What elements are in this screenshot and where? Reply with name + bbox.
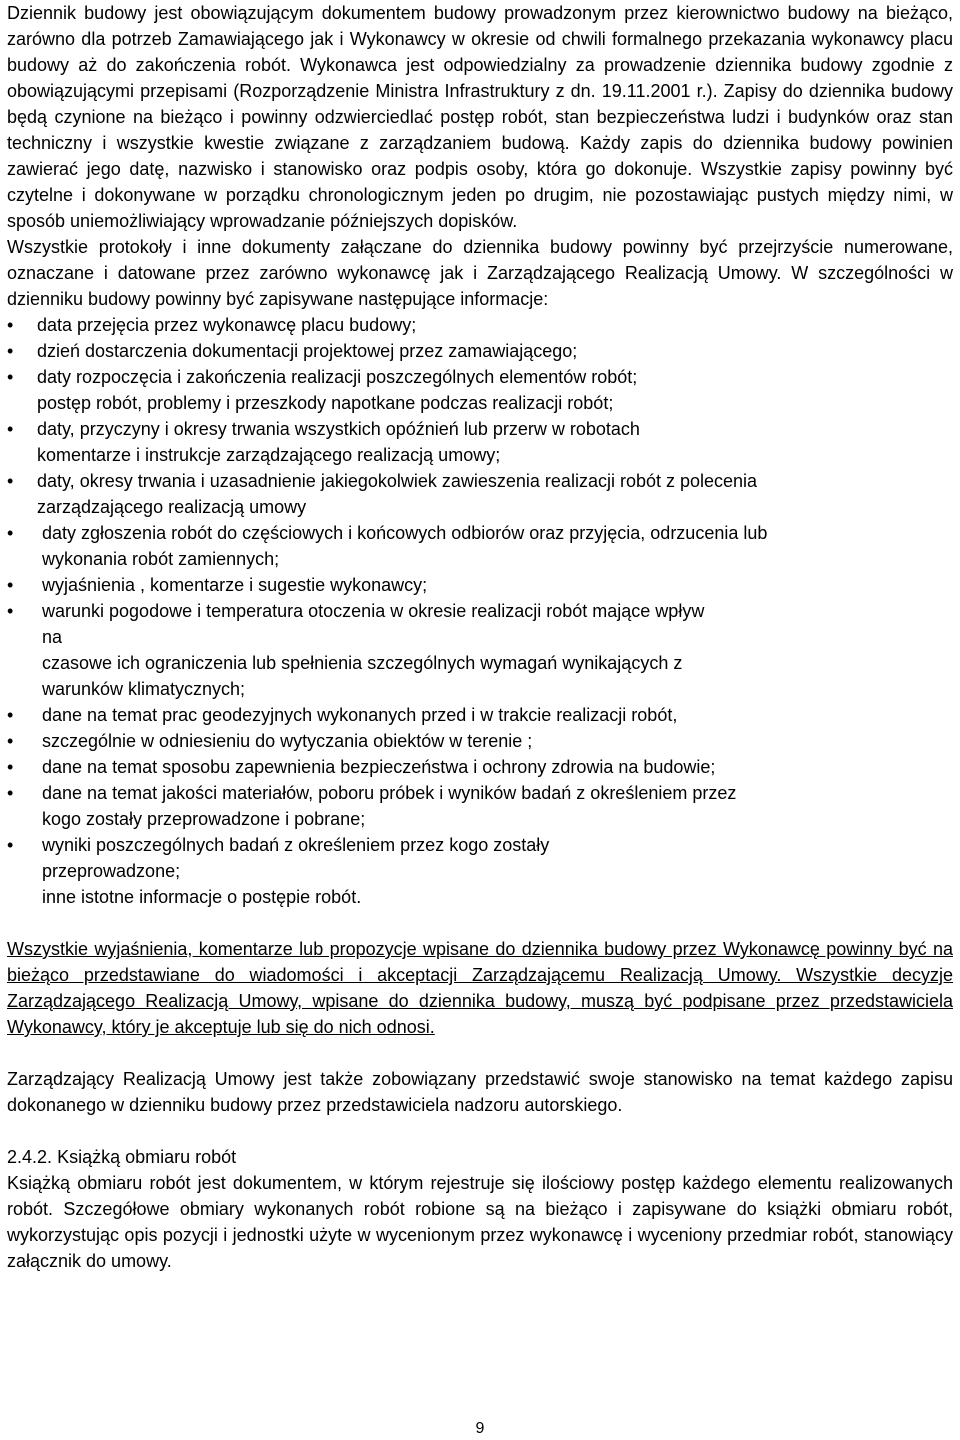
list-item [7, 416, 953, 468]
list-item-text: szczególnie w odniesieniu do wytyczania obiektów w terenie ; [42, 731, 533, 751]
list-item [7, 572, 953, 598]
protocols-paragraph: Wszystkie protokoły i inne dokumenty załączane do dziennika budowy powinny być przejrzyście numerowane, oznaczane i datowane przez zarówno wykonawcę jak i Zarządzającego Realizacją Umowy. W szczególności w dzienniku budowy powinny być zapisywane następujące informacje: [7, 237, 953, 309]
bullet-icon: • [7, 731, 14, 751]
list-item-continuation: zarządzającego realizacją umowy [37, 497, 307, 517]
section-heading [7, 1144, 953, 1170]
bullet-icon: • [7, 705, 14, 725]
list-item-text: wyjaśnienia , komentarze i sugestie wykonawcy; [42, 575, 428, 595]
list-item-text: data przejęcia przez wykonawcę placu budowy; [37, 315, 417, 335]
bullet-icon: • [7, 575, 14, 595]
list-item [7, 364, 953, 416]
section-paragraph: Książką obmiaru robót jest dokumentem, w którym rejestruje się ilościowy postęp każdego elementu realizowanych robót. Szczegółowe obmiary wykonanych robót robione są na bieżąco i zapisywane do książki obmiaru robót, wykorzystując opis pozycji i jednostki użyte w wycenionym przez wykonawcę i wyceniony przedmiar robót, stanowiący załącznik do umowy. [7, 1173, 953, 1271]
list-item-continuation: kogo zostały przeprowadzone i pobrane; [42, 809, 366, 829]
list-item-text: daty rozpoczęcia i zakończenia realizacji poszczególnych elementów robót; [37, 367, 638, 387]
list-item-text: daty zgłoszenia robót do częściowych i końcowych odbiorów oraz przyjęcia, odrzucenia lub [42, 523, 768, 543]
list-item [7, 780, 953, 832]
list-item [7, 702, 953, 728]
list-item [7, 832, 953, 910]
bullet-icon: • [7, 835, 14, 855]
bullet-icon: • [7, 601, 14, 621]
manager-paragraph: Zarządzający Realizacją Umowy jest także zobowiązany przedstawić swoje stanowisko na temat każdego zapisu dokonanego w dzienniku budowy przez przedstawiciela nadzoru autorskiego. [7, 1069, 953, 1115]
bullet-icon: • [7, 315, 14, 335]
page-number: 9 [475, 1420, 485, 1437]
list-item-text: daty, okresy trwania i uzasadnienie jakiegokolwiek zawieszenia realizacji robót z polecenia [37, 471, 758, 491]
bullet-icon: • [7, 783, 14, 803]
list-item-continuation: postęp robót, problemy i przeszkody napotkane podczas realizacji robót; [37, 393, 614, 413]
list-item-continuation: przeprowadzone; [42, 861, 181, 881]
list-item-text: warunki pogodowe i temperatura otoczenia w okresie realizacji robót mające wpływ [42, 601, 705, 621]
list-item [7, 754, 953, 780]
list-item-text: dane na temat jakości materiałów, poboru próbek i wyników badań z określeniem przez [42, 783, 737, 803]
list-item [7, 728, 953, 754]
list-item [7, 520, 953, 572]
list-item-text: daty, przyczyny i okresy trwania wszystkich opóźnień lub przerw w robotach [37, 419, 640, 439]
list-item [7, 312, 953, 338]
list-item-continuation: czasowe ich ograniczenia lub spełnienia szczególnych wymagań wynikających z [42, 653, 683, 673]
list-item-text: dane na temat sposobu zapewnienia bezpieczeństwa i ochrony zdrowia na budowie; [42, 757, 716, 777]
information-list [7, 312, 953, 910]
list-item-text: dzień dostarczenia dokumentacji projektowej przez zamawiającego; [37, 341, 578, 361]
list-item [7, 338, 953, 364]
section-title: Książką obmiaru robót [57, 1147, 237, 1167]
bullet-icon: • [7, 757, 14, 777]
bullet-icon: • [7, 471, 14, 491]
bullet-icon: • [7, 523, 14, 543]
list-item-continuation: na [42, 627, 63, 647]
bullet-icon: • [7, 419, 14, 439]
list-item [7, 598, 953, 702]
list-item [7, 468, 953, 520]
bullet-icon: • [7, 341, 14, 361]
bullet-icon: • [7, 367, 14, 387]
list-item-continuation: warunków klimatycznych; [42, 679, 246, 699]
list-item-text: dane na temat prac geodezyjnych wykonanych przed i w trakcie realizacji robót, [42, 705, 678, 725]
list-item-continuation: wykonania robót zamiennych; [42, 549, 280, 569]
section-number: 2.4.2. [7, 1147, 53, 1167]
underlined-paragraph: Wszystkie wyjaśnienia, komentarze lub propozycje wpisane do dziennika budowy przez Wykonawcę powinny być na bieżąco przedstawiane do wiadomości i akceptacji Zarządzającemu Realizacją Umowy. Wszystkie decyzje Zarządzającego Realizacją Umowy, wpisane do dziennika budowy, muszą być podpisane przez przedstawiciela Wykonawcy, który je akceptuje lub się do nich odnosi. [7, 939, 953, 1037]
list-item-continuation: inne istotne informacje o postępie robót. [42, 887, 362, 907]
document-page [7, 0, 953, 1274]
list-item-text: wyniki poszczególnych badań z określeniem przez kogo zostały [42, 835, 550, 855]
list-item-continuation: komentarze i instrukcje zarządzającego realizacją umowy; [37, 445, 501, 465]
intro-paragraph: Dziennik budowy jest obowiązującym dokumentem budowy prowadzonym przez kierownictwo budowy na bieżąco, zarówno dla potrzeb Zamawiającego jak i Wykonawcy w okresie od chwili formalnego przekazania wykonawcy placu budowy aż do zakończenia robót. Wykonawca jest odpowiedzialny za prowadzenie dziennika budowy zgodnie z obowiązującymi przepisami (Rozporządzenie Ministra Infrastruktury z dn. 19.11.2001 r.). Zapisy do dziennika budowy będą czynione na bieżąco i powinny odzwierciedlać postęp robót, stan bezpieczeństwa ludzi i budynków oraz stan techniczny i wszystkie kwestie związane z zarządzaniem budową. Każdy zapis do dziennika budowy powinien zawierać jego datę, nazwisko i stanowisko oraz podpis osoby, która go dokonuje. Wszystkie zapisy powinny być czytelne i dokonywane w porządku chronologicznym jeden po drugim, nie pozostawiając pustych między nimi, w sposób uniemożliwiający wprowadzanie późniejszych dopisków. [7, 3, 953, 231]
